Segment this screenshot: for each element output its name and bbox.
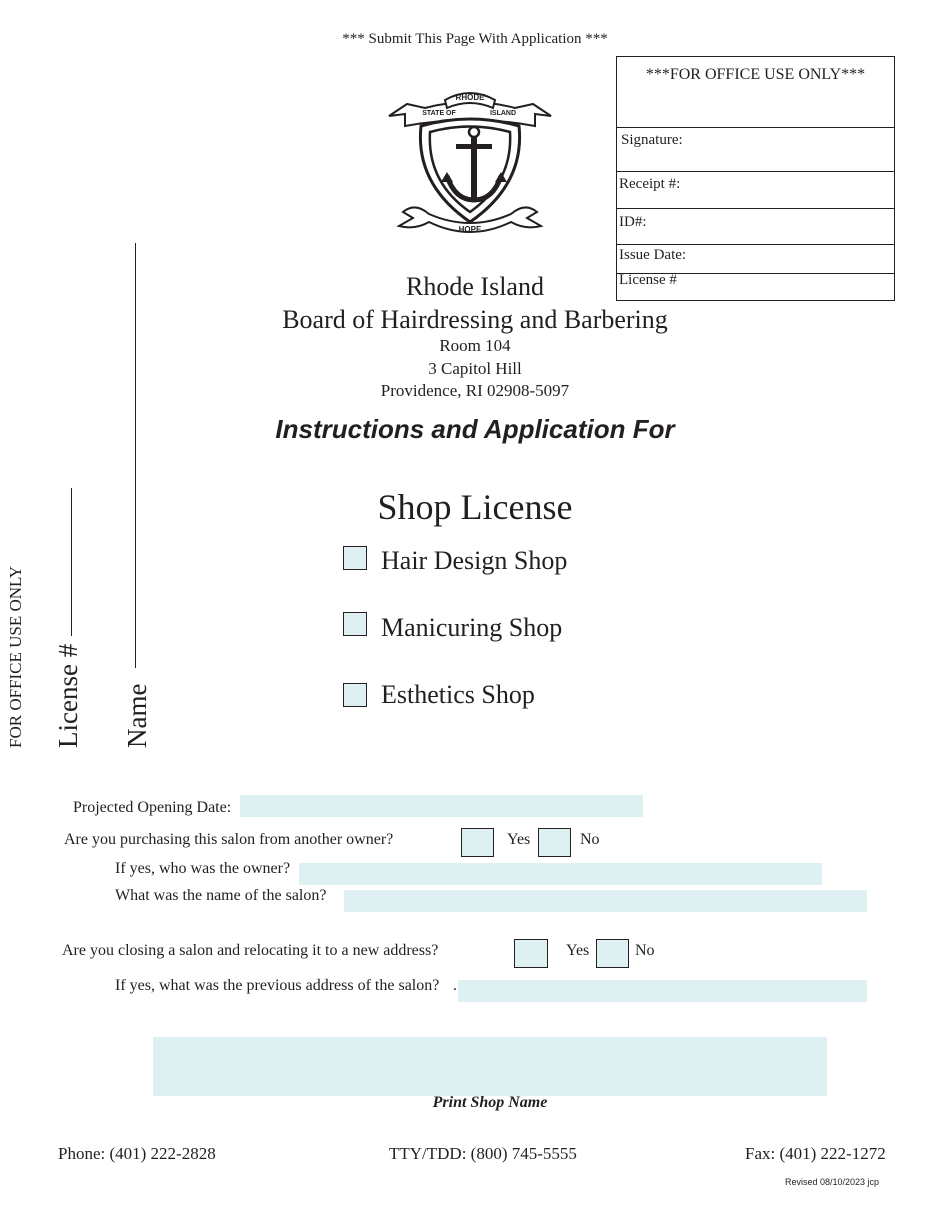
esthetics-shop-checkbox[interactable] xyxy=(343,683,367,707)
salon-name-input[interactable] xyxy=(344,890,867,912)
footer-fax: Fax: (401) 222-1272 xyxy=(745,1144,886,1163)
salon-name-question: What was the name of the salon? xyxy=(115,887,327,904)
office-use-box xyxy=(616,56,895,301)
seal-bottom-text: HOPE xyxy=(458,225,482,234)
office-issue-date-label: Issue Date: xyxy=(619,247,687,263)
license-type-title: Shop License xyxy=(377,487,573,527)
hair-design-shop-label: Hair Design Shop xyxy=(381,546,568,575)
previous-address-question: If yes, what was the previous address of the salon? xyxy=(115,977,440,994)
manicuring-shop-label: Manicuring Shop xyxy=(381,613,563,642)
office-signature-label: Signature: xyxy=(621,132,683,148)
seal-right-text: ISLAND xyxy=(489,110,517,117)
footer-revised: Revised 08/10/2023 jcp xyxy=(785,1177,880,1187)
state-seal-emblem xyxy=(385,84,555,244)
opening-date-label: Projected Opening Date: xyxy=(73,799,232,816)
owner-question: If yes, who was the owner? xyxy=(115,860,291,877)
side-name-line xyxy=(135,243,136,668)
previous-address-input[interactable] xyxy=(458,980,867,1002)
relocating-yes-checkbox[interactable] xyxy=(514,939,548,968)
side-license-label: License # xyxy=(53,643,83,748)
agency-board: Board of Hairdressing and Barbering xyxy=(282,305,668,334)
agency-state: Rhode Island xyxy=(406,272,544,301)
agency-street: 3 Capitol Hill xyxy=(428,359,522,378)
purchasing-no-label: No xyxy=(580,831,600,848)
manicuring-shop-checkbox[interactable] xyxy=(343,612,367,636)
office-use-title: ***FOR OFFICE USE ONLY*** xyxy=(645,66,866,83)
agency-city: Providence, RI 02908-5097 xyxy=(380,381,570,400)
submit-note: *** Submit This Page With Application *** xyxy=(342,31,608,47)
seal-left-text: STATE OF xyxy=(422,110,456,117)
office-divider xyxy=(617,127,894,128)
office-divider xyxy=(617,208,894,209)
side-name-label: Name xyxy=(122,683,152,748)
opening-date-input[interactable] xyxy=(240,795,643,817)
office-id-label: ID#: xyxy=(619,214,647,230)
purchasing-yes-label: Yes xyxy=(507,831,531,848)
esthetics-shop-label: Esthetics Shop xyxy=(381,680,535,709)
relocating-question: Are you closing a salon and relocating it to a new address? xyxy=(62,942,439,959)
instructions-title: Instructions and Application For xyxy=(275,414,675,444)
purchasing-no-checkbox[interactable] xyxy=(538,828,571,857)
side-license-line xyxy=(71,488,72,636)
seal-top-text: RHODE xyxy=(455,93,485,102)
previous-address-dot: . xyxy=(453,977,457,994)
side-office-use-label: FOR OFFICE USE ONLY xyxy=(6,565,25,748)
relocating-no-label: No xyxy=(635,942,655,959)
hair-design-shop-checkbox[interactable] xyxy=(343,546,367,570)
office-divider xyxy=(617,244,894,245)
owner-input[interactable] xyxy=(299,863,822,885)
agency-room: Room 104 xyxy=(439,336,511,355)
office-divider xyxy=(617,171,894,172)
relocating-yes-label: Yes xyxy=(566,942,590,959)
office-receipt-label: Receipt #: xyxy=(619,176,681,192)
footer-tty: TTY/TDD: (800) 745-5555 xyxy=(389,1144,577,1163)
shop-name-input[interactable] xyxy=(153,1037,827,1096)
print-shop-name-label: Print Shop Name xyxy=(432,1094,548,1111)
purchasing-yes-checkbox[interactable] xyxy=(461,828,494,857)
office-license-label: License # xyxy=(619,272,677,288)
footer-phone: Phone: (401) 222-2828 xyxy=(58,1144,216,1163)
purchasing-question: Are you purchasing this salon from another owner? xyxy=(64,831,394,848)
relocating-no-checkbox[interactable] xyxy=(596,939,629,968)
